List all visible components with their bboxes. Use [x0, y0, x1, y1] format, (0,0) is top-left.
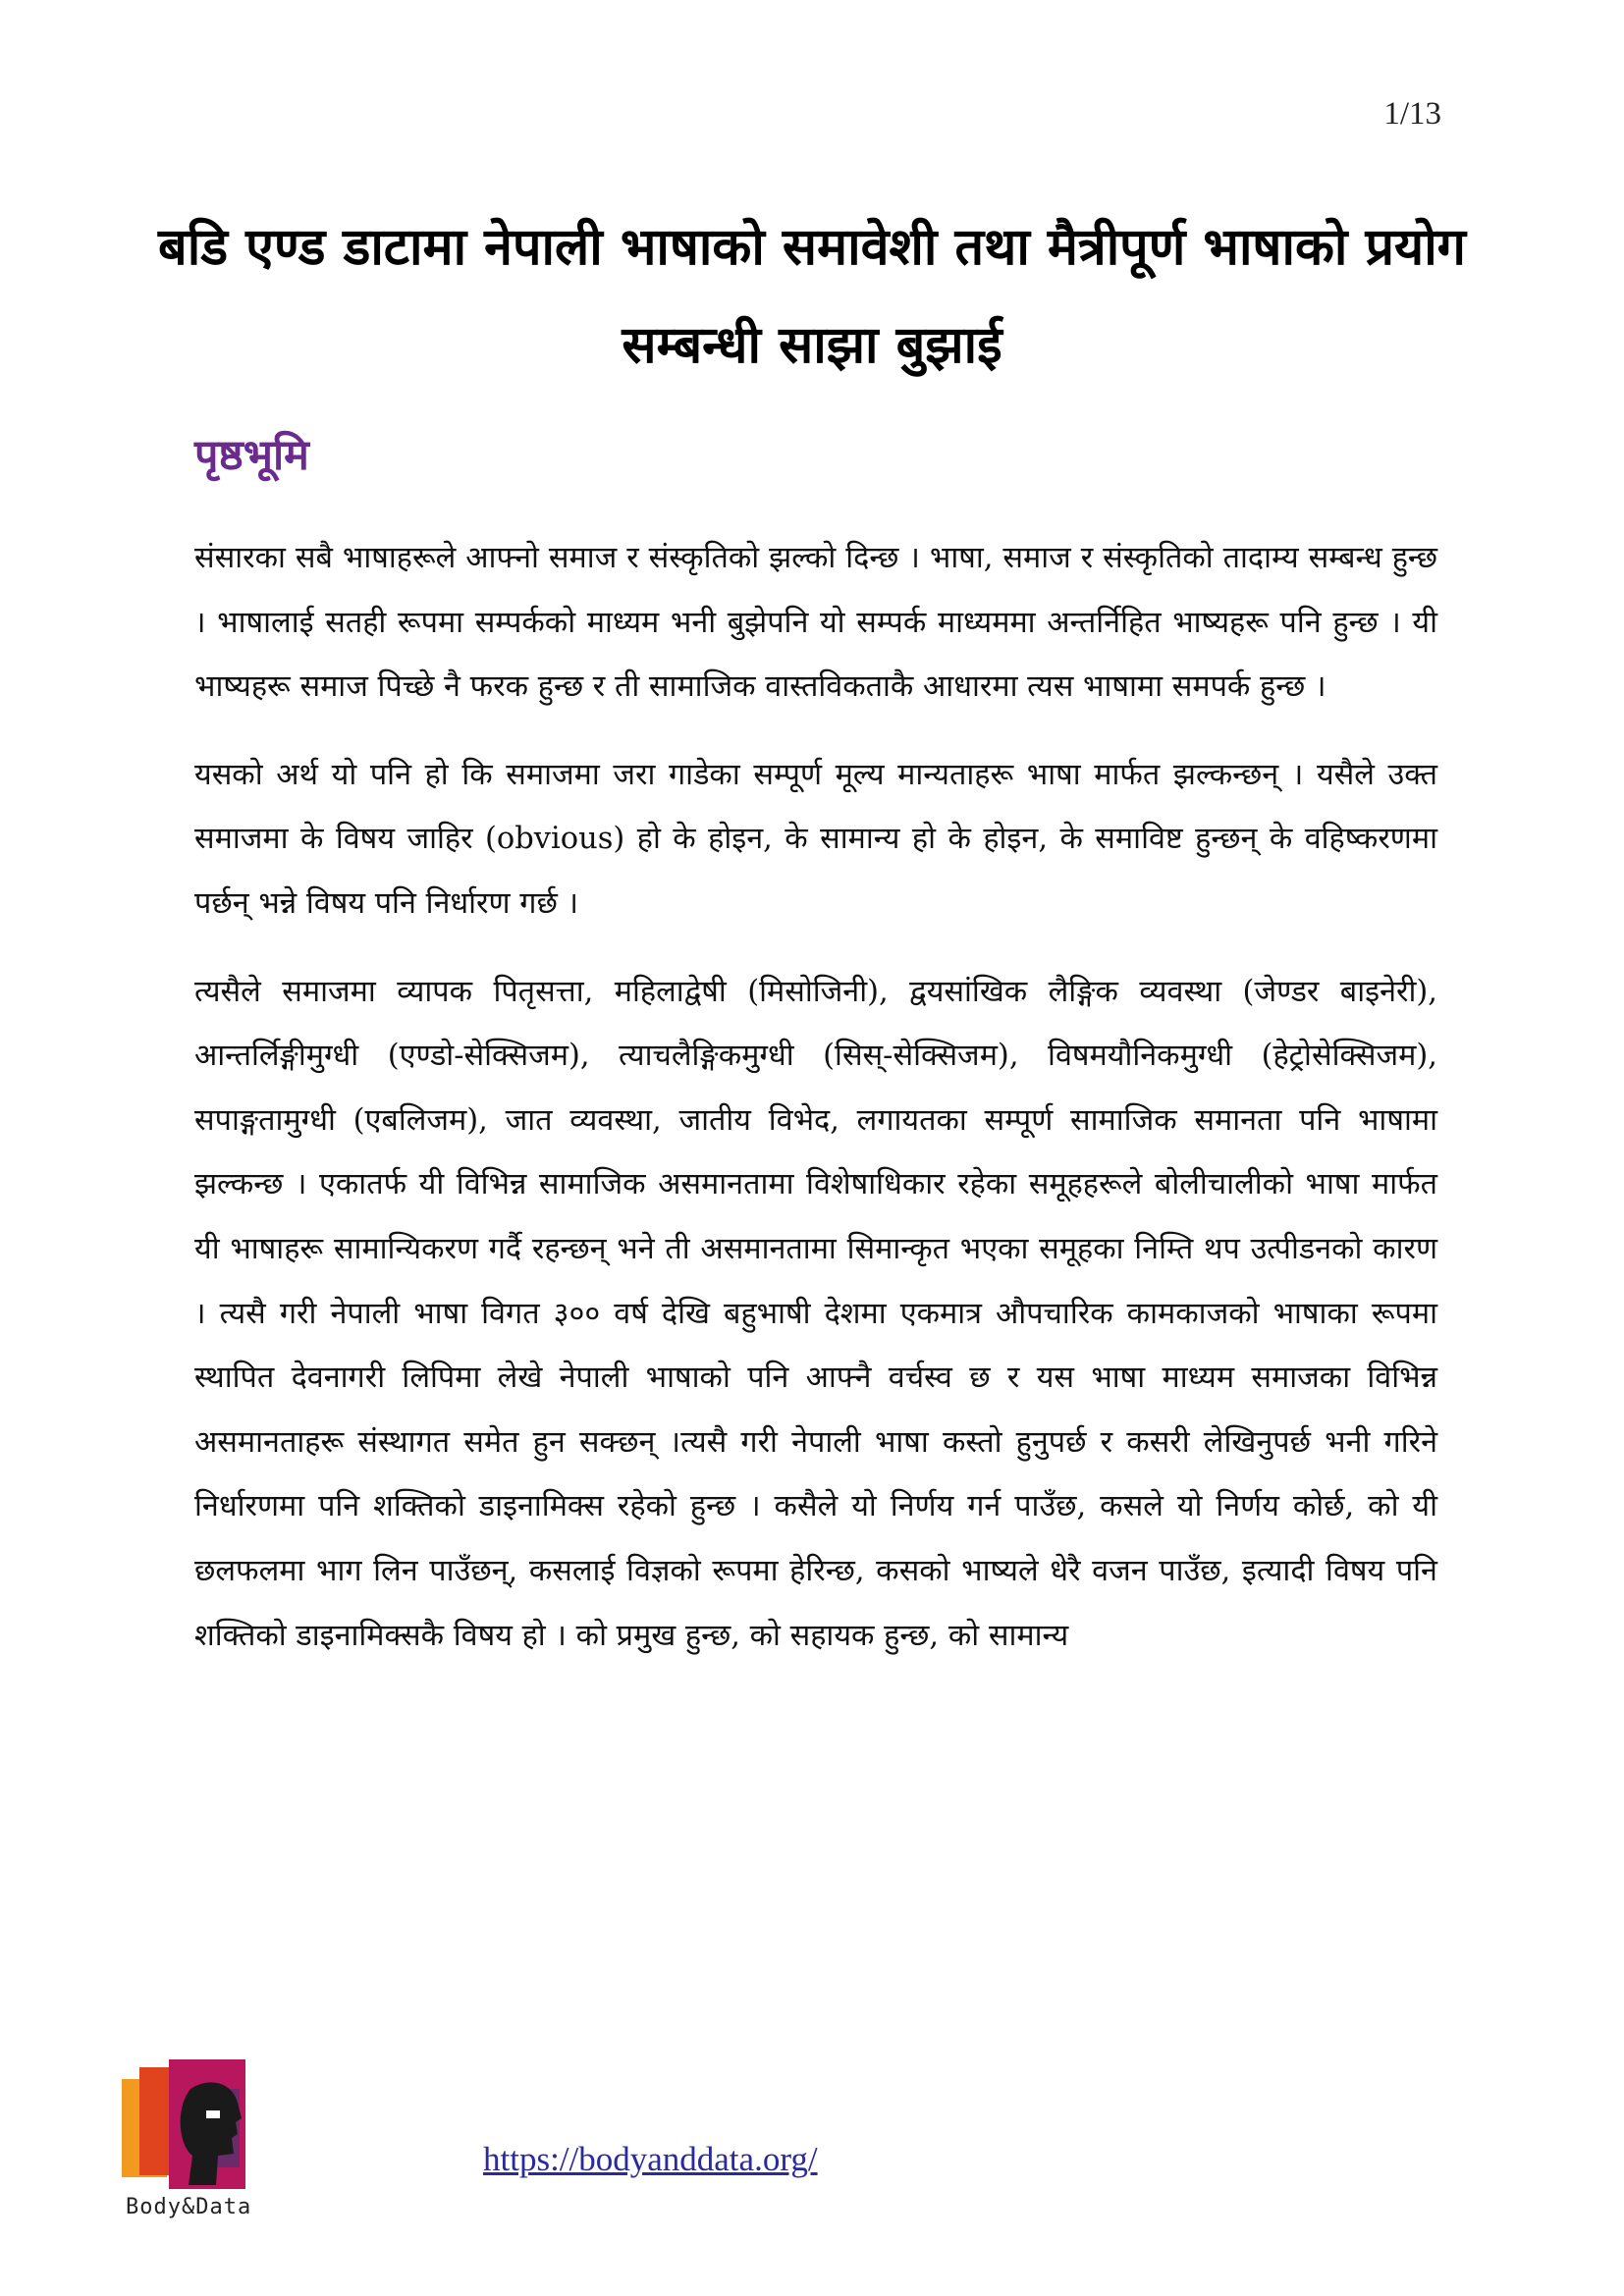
website-link[interactable]: https://bodyanddata.org/	[483, 2140, 818, 2178]
paragraph-1: संसारका सबै भाषाहरूले आफ्नो समाज र संस्कृतिको झल्को दिन्छ । भाषा, समाज र संस्कृतिको तादाम्य सम्बन्ध हुन्छ । भाषालाई सतही रूपमा सम्पर्कको माध्यम भनी बुझेपनि यो सम्पर्क माध्यममा अन्तर्निहित भाष्यहरू पनि हुन्छ । यी भाष्यहरू समाज पिच्छे नै फरक हुन्छ र ती सामाजिक वास्तविकताकै आधारमा त्यस भाषामा समपर्क हुन्छ ।	[194, 541, 1437, 705]
paragraph-2: यसको अर्थ यो पनि हो कि समाजमा जरा गाडेका सम्पूर्ण मूल्य मान्यताहरू भाषा मार्फत झल्कन्छन् । यसैले उक्त समाजमा के विषय जाहिर (obvious) हो के होइन, के सामान्य हो के होइन, के समाविष्ट हुन्छन् के वहिष्करणमा पर्छन् भन्ने विषय पनि निर्धारण गर्छ ।	[194, 757, 1437, 921]
page-number: 1/13	[1383, 96, 1441, 132]
section-heading: पृष्ठभूमि	[194, 431, 309, 480]
logo-graphic	[122, 2059, 289, 2197]
logo-wordmark: Body&Data	[126, 2195, 252, 2219]
paragraph-3: त्यसैले समाजमा व्यापक पितृसत्ता, महिलाद्वेषी (मिसोजिनी), द्वयसांखिक लैङ्गिक व्यवस्था (जेण्डर बाइनेरी), आन्तर्लिङ्गीमुग्धी (एण्डो-सेक्सिजम), त्याचलैङ्गिकमुग्धी (सिस्-सेक्सिजम), विषमयौनिकमुग्धी (हेट्रोसेक्सिजम), सपाङ्गतामुग्धी (एबलिजम), जात व्यवस्था, जातीय विभेद, लगायतका सम्पूर्ण सामाजिक समानता पनि भाषामा झल्कन्छ । एकातर्फ यी विभिन्न सामाजिक असमानतामा विशेषाधिकार रहेका समूहहरूले बोलीचालीको भाषा मार्फत यी भाषाहरू सामान्यिकरण गर्दै रहन्छन् भने ती असमानतामा सिमान्कृत भएका समूहका निम्ति थप उत्पीडनको कारण । त्यसै गरी नेपाली भाषा विगत ३०० वर्ष देखि बहुभाषी देशमा एकमात्र औपचारिक कामकाजको भाषाका रूपमा स्थापित देवनागरी लिपिमा लेखे नेपाली भाषाको पनि आफ्नै वर्चस्व छ र यस भाषा माध्यम समाजका विभिन्न असमानताहरू संस्थागत समेत हुन सक्छन् ।त्यसै गरी नेपाली भाषा कस्तो हुनुपर्छ र कसरी लेखिनुपर्छ भनी गरिने निर्धारणमा पनि शक्तिको डाइनामिक्स रहेको हुन्छ । कसैले यो निर्णय गर्न पाउँछ, कसले यो निर्णय कोर्छ, को यी छलफलमा भाग लिन पाउँछन्, कसलाई विज्ञको रूपमा हेरिन्छ, कसको भाष्यले धेरै वजन पाउँछ, इत्यादी विषय पनि शक्तिको डाइनामिक्सकै विषय हो । को प्रमुख हुन्छ, को सहायक हुन्छ, को सामान्य	[194, 974, 1437, 1653]
page-footer	[0, 2042, 1624, 2238]
document-title: बडि एण्ड डाटामा नेपाली भाषाको समावेशी तथा मैत्रीपूर्ण भाषाको प्रयोग सम्बन्धी साझा बुझाई	[158, 218, 1466, 375]
body-and-data-logo	[122, 2059, 289, 2226]
body-text	[194, 526, 1437, 1691]
